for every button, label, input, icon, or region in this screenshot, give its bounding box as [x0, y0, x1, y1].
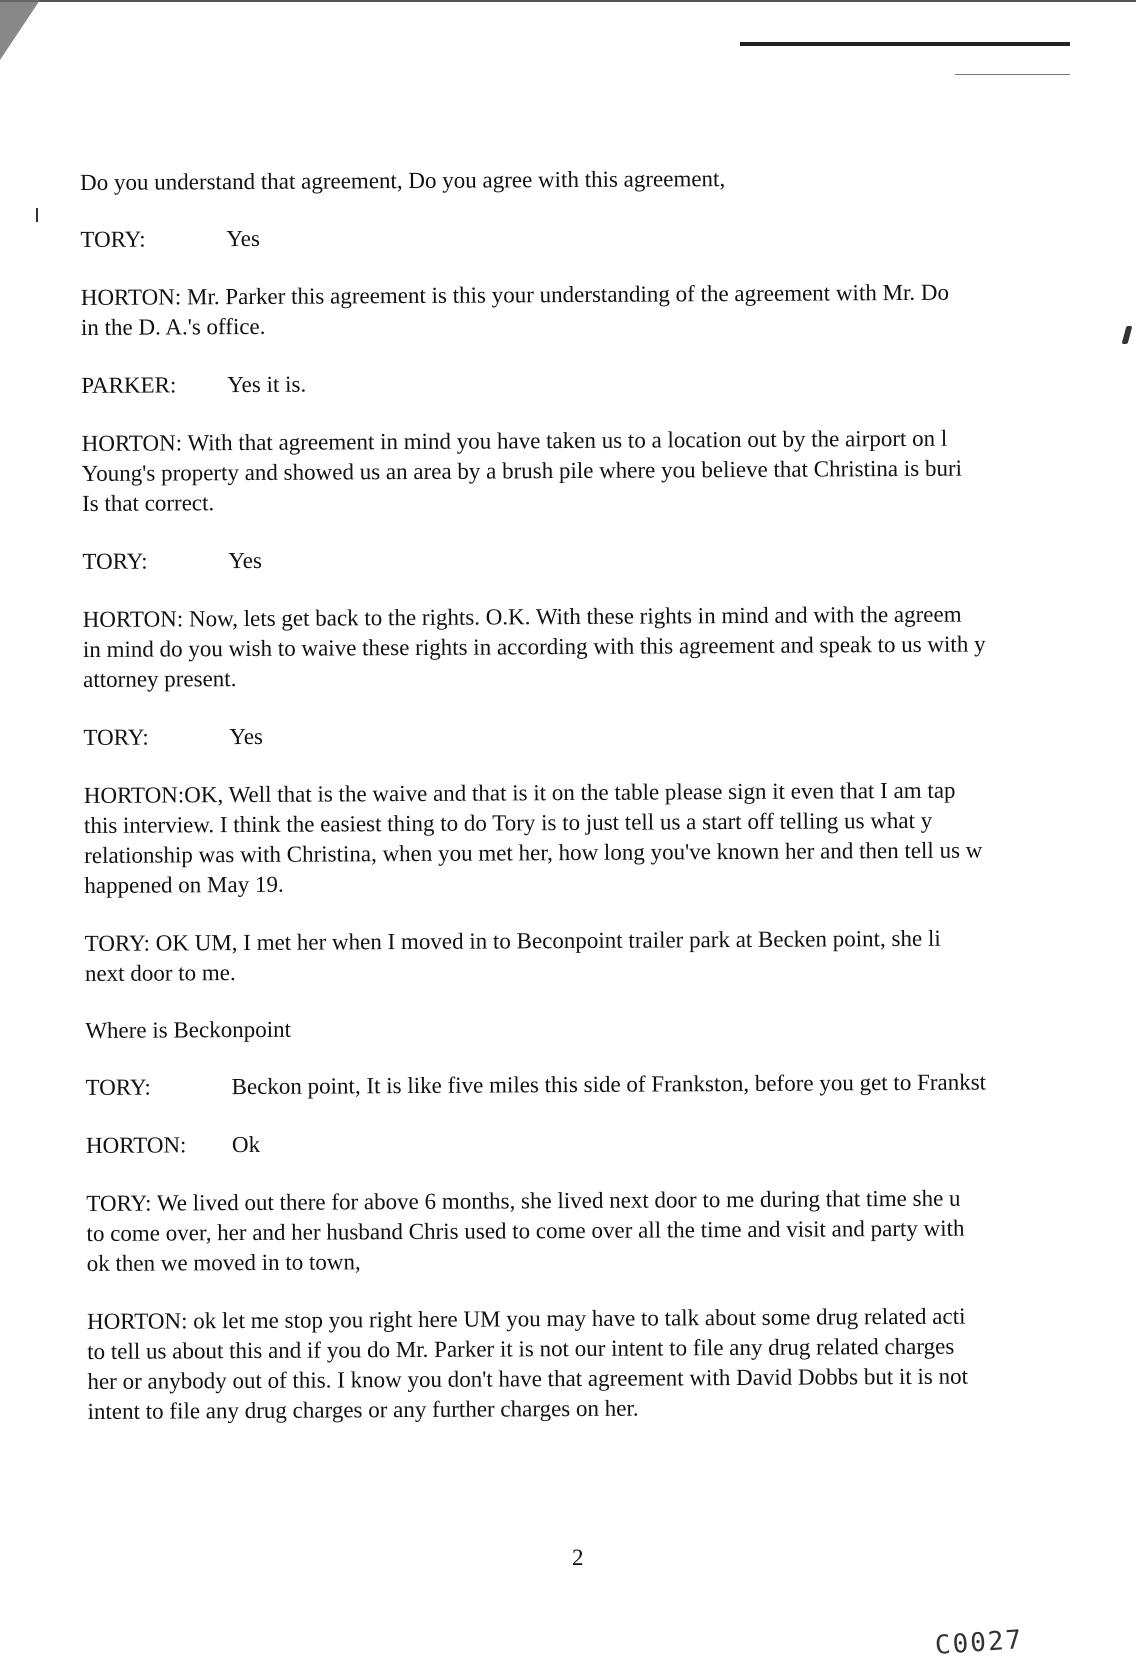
utterance-text: Yes it is.: [227, 371, 307, 398]
transcript-line: [82, 541, 1122, 577]
transcript-line: [86, 1125, 1126, 1161]
transcript-line: this interview. I think the easiest thing to do Tory is to just tell us a start off telling us what y: [83, 807, 933, 838]
transcript-line: Is that correct.: [81, 490, 215, 516]
utterance-text: Now, lets get back to the rights. O.K. With these rights in mind and with the agreem: [188, 601, 962, 632]
transcript-block: [83, 717, 1123, 753]
speaker-label: TORY:: [82, 548, 148, 574]
utterance-text: Well that is the waive and that is it on the table please sign it even that I am tap: [228, 777, 956, 808]
utterance-text: Yes: [229, 723, 264, 750]
transcript-block: [85, 923, 1125, 989]
utterance-text: ok let me stop you right here UM you may have to talk about some drug related acti: [193, 1303, 966, 1334]
transcript-line: [83, 717, 1123, 753]
transcript-line: relationship was with Christina, when you met her, how long you've known her and then tell us w: [84, 837, 983, 868]
transcript-line: intent to file any drug charges or any further charges on her.: [87, 1395, 639, 1424]
transcript-line: happened on May 19.: [84, 871, 284, 898]
speaker-label: HORTON:: [81, 430, 183, 456]
utterance-text: Mr. Parker this agreement is this your understanding of the agreement with Mr. Do: [186, 279, 950, 310]
margin-mark: [36, 208, 38, 222]
transcript-block: [82, 541, 1122, 577]
speaker-label: HORTON:: [85, 1132, 187, 1158]
header-rule-thin: [955, 74, 1070, 75]
transcript-line: in mind do you wish to waive these rights in according with this agreement and speak to us with y: [82, 631, 986, 662]
utterance-text: Do you understand that agreement, Do you agree with this agreement,: [80, 166, 726, 195]
speaker-label: HORTON:: [80, 284, 182, 310]
speaker-label: TORY:: [84, 930, 151, 956]
scan-corner-fold: [0, 0, 40, 60]
utterance-text: We lived out there for above 6 months, she lived next door to me during that time she u: [156, 1185, 961, 1216]
transcript-block: [86, 1125, 1126, 1161]
speaker-label: TORY:: [86, 1190, 152, 1216]
transcript-block: [87, 1301, 1128, 1427]
transcript-line: attorney present.: [83, 666, 237, 692]
utterance-text: Yes: [226, 225, 260, 252]
utterance-text: Ok: [231, 1131, 261, 1158]
transcript-block: [83, 599, 1124, 695]
transcript-block: [80, 162, 1120, 198]
transcript-line: to come over, her and her husband Chris used to come over all the time and visit and party with: [86, 1215, 965, 1246]
utterance-text: Where is Beckonpoint: [85, 1016, 292, 1043]
utterance-text: OK UM, I met her when I moved in to Beconpoint trailer park at Becken point, she li: [155, 925, 941, 956]
transcript-block: [81, 365, 1121, 401]
transcript-line: [80, 162, 1120, 198]
page-number: 2: [572, 1545, 584, 1570]
utterance-text: Yes: [228, 547, 262, 574]
utterance-text: Beckon point, It is like five miles this side of Frankston, before you get to Frankst: [231, 1069, 987, 1100]
transcript-block: [84, 775, 1125, 901]
speaker-label: HORTON:OK,: [83, 782, 224, 808]
transcript-line: ok then we moved in to town,: [86, 1249, 361, 1276]
speaker-label: TORY:: [80, 226, 146, 252]
transcript-line: [80, 219, 1120, 255]
scan-edge-mark: [1122, 326, 1133, 344]
transcript-line: Young's property and showed us an area by a brush pile where you believe that Christina is buri: [81, 455, 963, 486]
transcript-block: [82, 423, 1123, 519]
transcript-line: her or anybody out of this. I know you don't have that agreement with David Dobbs but it is not: [87, 1363, 969, 1394]
transcript-line: [81, 365, 1121, 401]
transcript-line: in the D. A.'s office.: [80, 313, 266, 340]
header-rule: [740, 42, 1070, 46]
transcript-line: next door to me.: [84, 960, 236, 986]
speaker-label: TORY:: [85, 1074, 151, 1100]
transcript-block: [86, 1067, 1126, 1103]
transcript-block: [81, 277, 1121, 343]
transcript-line: [86, 1067, 1126, 1103]
bates-number: C0027: [934, 1624, 1025, 1662]
utterance-text: With that agreement in mind you have taken us to a location out by the airport on l: [187, 425, 948, 456]
speaker-label: HORTON:: [86, 1308, 188, 1334]
speaker-label: PARKER:: [81, 372, 177, 398]
transcript-block: [86, 1183, 1127, 1279]
speaker-label: TORY:: [83, 724, 149, 750]
scan-top-edge: [0, 0, 1136, 2]
transcript-line: to tell us about this and if you do Mr. Parker it is not our intent to file any drug related charges: [87, 1333, 955, 1364]
speaker-label: HORTON:: [82, 606, 184, 632]
transcript-block: [85, 1010, 1125, 1046]
transcript-block: [80, 219, 1120, 255]
transcript-line: [85, 1010, 1125, 1046]
transcript-body: [80, 162, 1128, 1427]
